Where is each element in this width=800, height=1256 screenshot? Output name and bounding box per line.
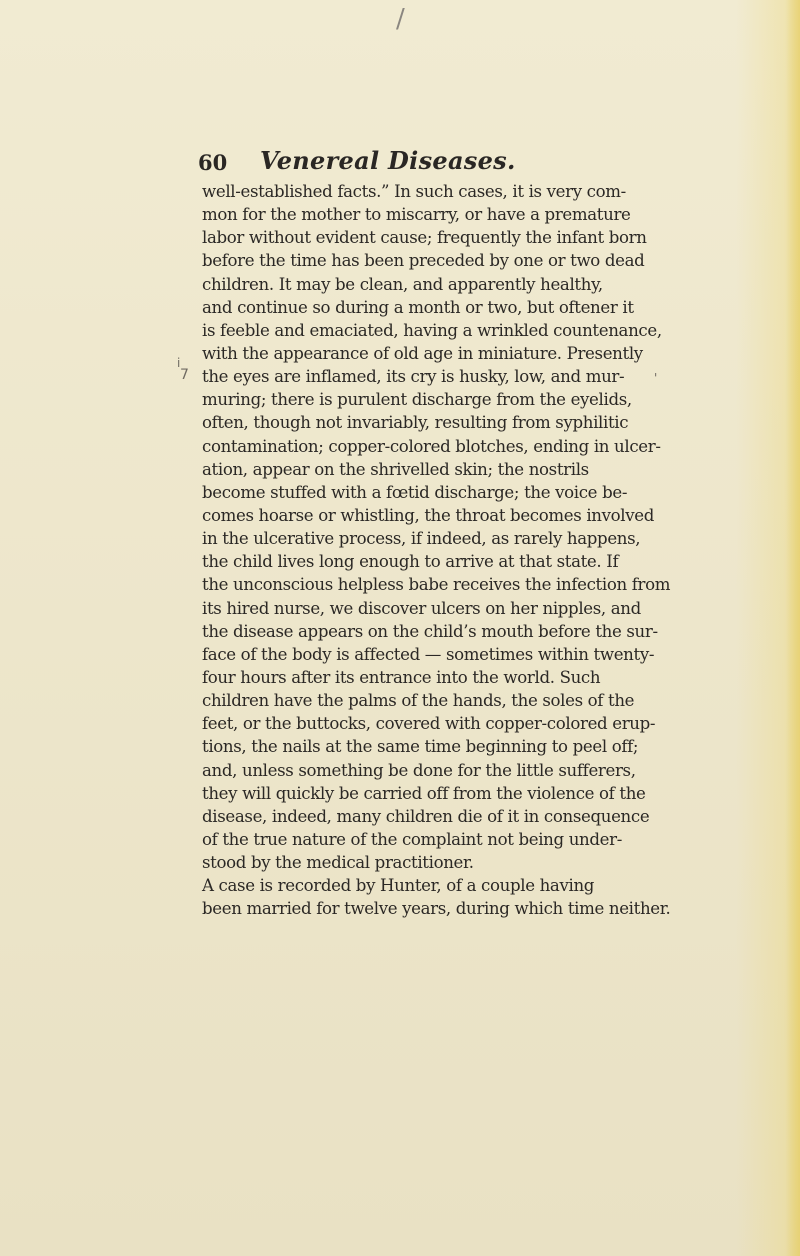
text-line: labor without evident cause; frequently the infant born [202,228,647,248]
text-line: feet, or the buttocks, covered with copper-colored erup- [202,714,656,734]
body-text [202,180,800,921]
text-line: disease, indeed, many children die of it in consequence [202,806,650,826]
text-line: of the true nature of the complaint not being under- [202,829,622,849]
text-line: its hired nurse, we discover ulcers on her nipples, and [202,598,641,618]
text-line: stood by the medical practitioner. [202,853,474,873]
running-title: Venereal Diseases. [260,146,516,175]
page-number: 60 [198,150,228,175]
margin-mark: ' [654,371,658,385]
text-line: children have the palms of the hands, the soles of the [202,691,635,711]
text-line: the disease appears on the child’s mouth before the sur- [202,621,658,641]
text-line: ation, appear on the shrivelled skin; the nostrils [202,459,589,479]
text-line: A case is recorded by Hunter, of a couple having [202,876,595,896]
text-line: and continue so during a month or two, but oftener it [202,297,634,317]
text-line: mon for the mother to miscarry, or have a premature [202,205,631,225]
text-line: face of the body is affected — sometimes within twenty- [202,644,655,664]
text-line: four hours after its entrance into the world. Such [202,667,601,687]
text-line: is feeble and emaciated, having a wrinkled countenance, [202,320,662,340]
text-line: comes hoarse or whistling, the throat becomes involved [202,505,655,525]
running-head [0,142,800,182]
text-line: muring; there is purulent discharge from the eyelids, [202,390,632,410]
margin-mark: 7 [180,367,189,383]
top-stray-mark: / [396,4,405,34]
text-line: with the appearance of old age in miniature. Presently [202,343,643,363]
text-line: the child lives long enough to arrive at that state. If [202,552,619,572]
text-line: well-established facts.” In such cases, it is very com- [202,182,626,201]
text-line: contamination; copper-colored blotches, ending in ulcer- [202,436,661,456]
text-line: before the time has been preceded by one or two dead [202,251,645,271]
text-line: and, unless something be done for the little sufferers, [202,760,636,780]
text-line: the unconscious helpless babe receives the infection from [202,575,671,595]
text-line: tions, the nails at the same time beginning to peel off; [202,737,639,757]
margin-mark: i [177,356,181,370]
text-line: become stuffed with a fœtid discharge; the voice be- [202,482,628,502]
text-line: the eyes are inflamed, its cry is husky, low, and mur- [202,367,625,387]
text-line: been married for twelve years, during which time neither. [202,899,671,919]
text-line: in the ulcerative process, if indeed, as rarely happens, [202,529,641,549]
text-line: children. It may be clean, and apparently healthy, [202,274,603,294]
text-line: they will quickly be carried off from the violence of the [202,783,646,803]
text-line: often, though not invariably, resulting from syphilitic [202,413,629,433]
